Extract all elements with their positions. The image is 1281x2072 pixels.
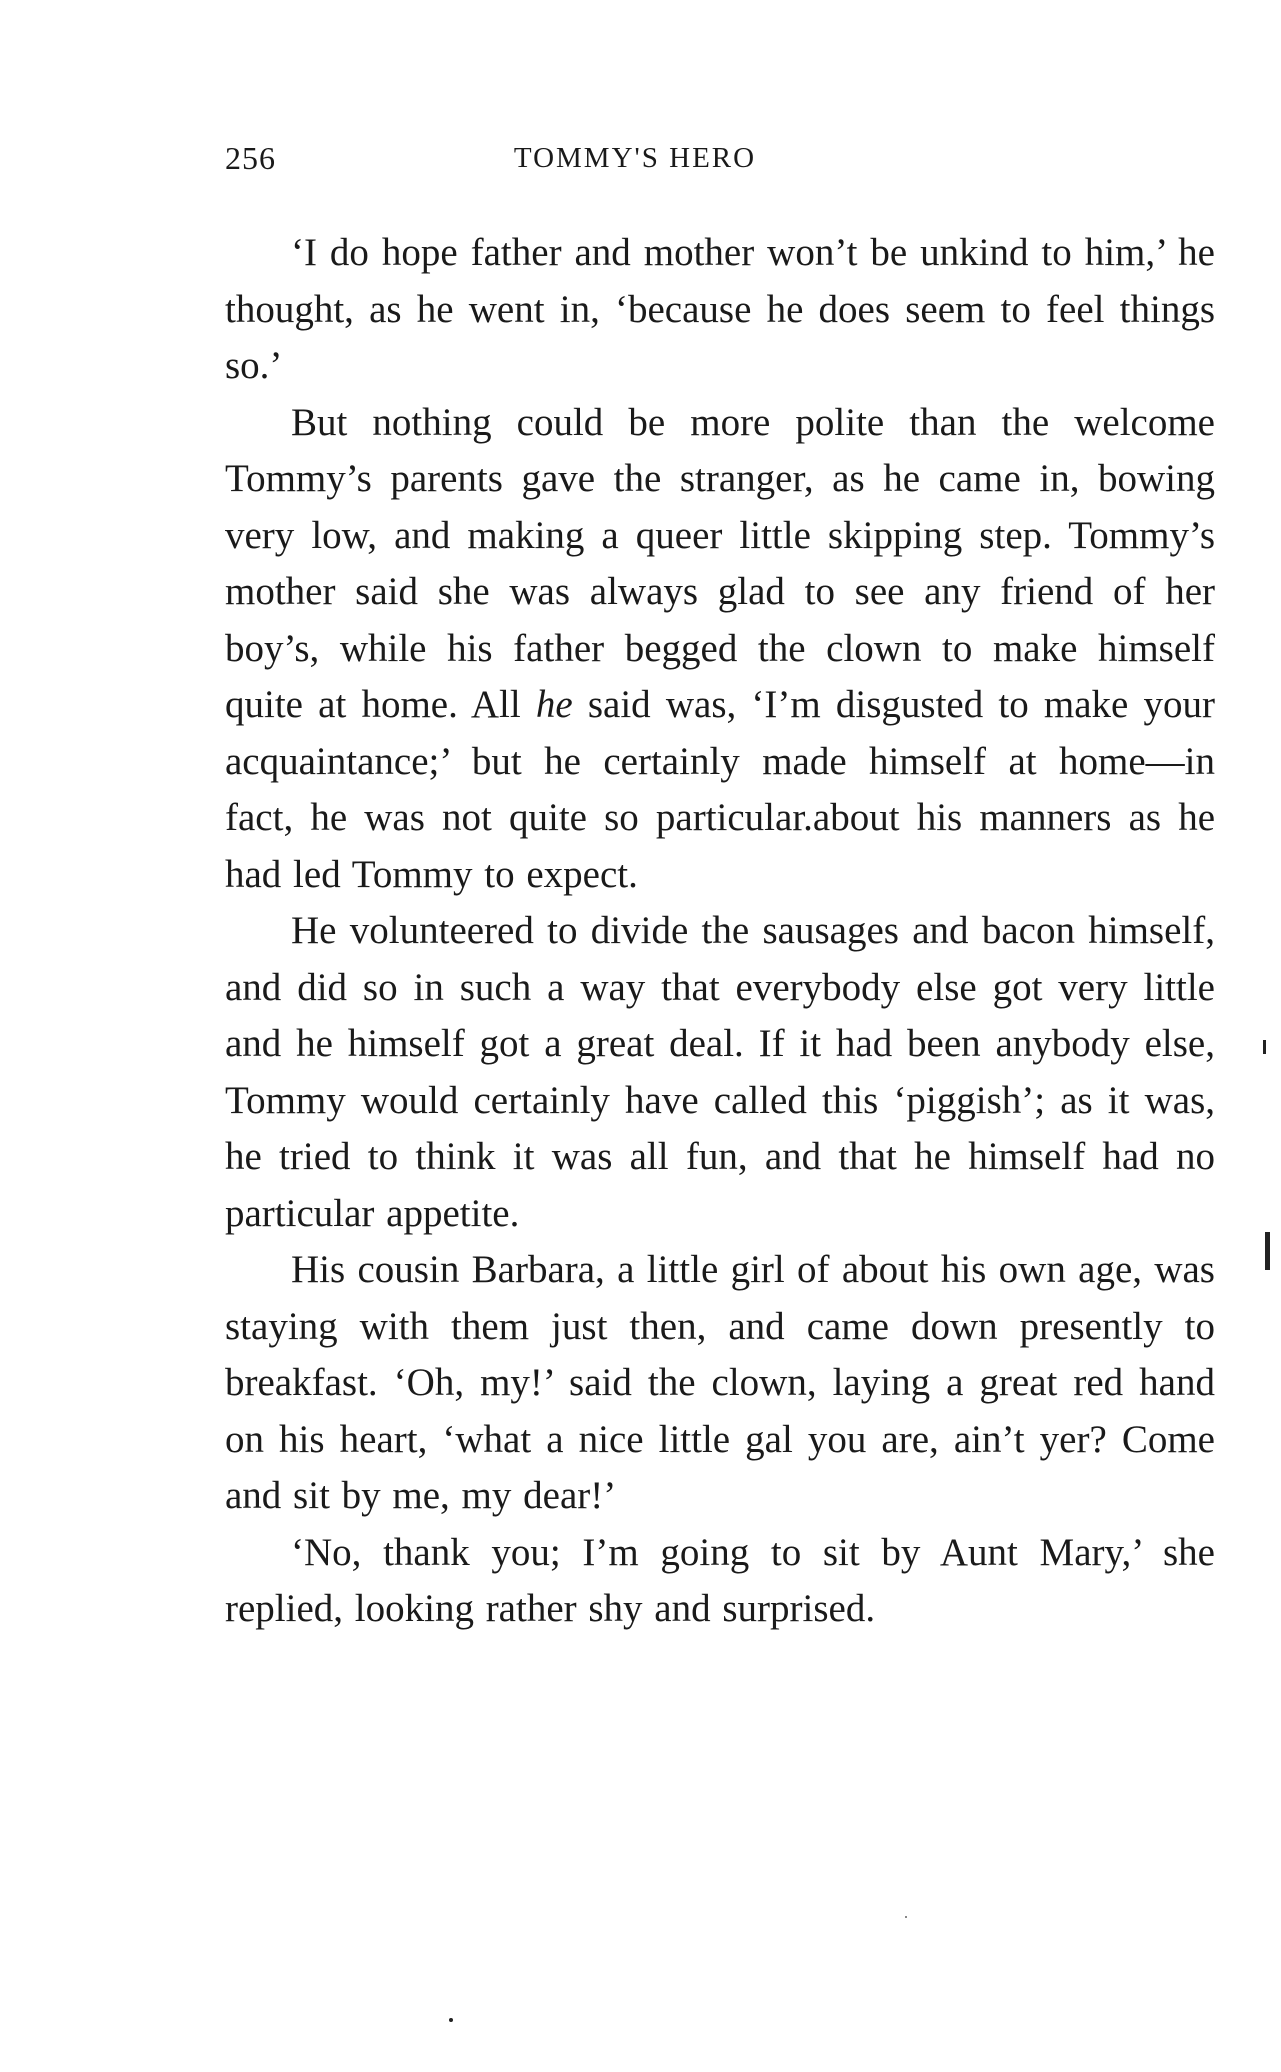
paragraph-5-text: ‘No, thank you; I’m going to sit by Aunt Mary,’ she replied, looking rather shy and surprised. — [225, 1530, 1215, 1630]
book-page — [225, 0, 1215, 2072]
paragraph-1-text: ‘I do hope father and mother won’t be unkind to him,’ he thought, as he went in, ‘because he does seem to feel things so.’ — [225, 231, 1215, 387]
margin-mark-small — [1263, 1040, 1266, 1054]
speck-dot — [449, 2018, 453, 2022]
page-number: 256 — [225, 140, 276, 176]
paragraph-2-text-before: But nothing could be more polite than the welcome Tommy’s parents gave the stranger, as he came in, bowing very low, and making a queer little skipping step. Tommy’s mother said she was always glad to see any friend of her boy’s, while his father begged the clown to make himself quite at home. All — [225, 400, 1215, 726]
paragraph-2-text-after: said was, ‘I’m disgusted to make your acquaintance;’ but he certainly made himself at home—in fact, he was not quite so particular.about his manners as he had led Tommy to expect. — [225, 683, 1215, 896]
speck-dot-faint — [905, 1916, 907, 1918]
running-title: TOMMY'S HERO — [513, 142, 757, 174]
emphasis-he: he — [535, 683, 573, 726]
paragraph-4 — [225, 1242, 1215, 1525]
paragraph-3 — [225, 903, 1215, 1242]
paragraph-5 — [225, 1525, 1215, 1638]
paragraph-3-text: He volunteered to divide the sausages and bacon himself, and did so in such a way that everybody else got very little and he himself got a great deal. If it had been anybody else, Tommy would certainly have called this ‘piggish’; as it was, he tried to think it was all fun, and that he himself had no particular appetite. — [225, 909, 1215, 1235]
running-head — [225, 140, 1215, 180]
paragraph-2 — [225, 395, 1215, 904]
margin-mark-bar — [1265, 1232, 1270, 1270]
paragraph-1 — [225, 225, 1215, 395]
text-body — [225, 225, 1215, 1638]
paragraph-4-text: His cousin Barbara, a little girl of about his own age, was staying with them just then, and came down presently to breakfast. ‘Oh, my!’ said the clown, laying a great red hand on his heart, ‘what a nice little gal you are, ain’t yer? Come and sit by me, my dear!’ — [225, 1248, 1215, 1517]
